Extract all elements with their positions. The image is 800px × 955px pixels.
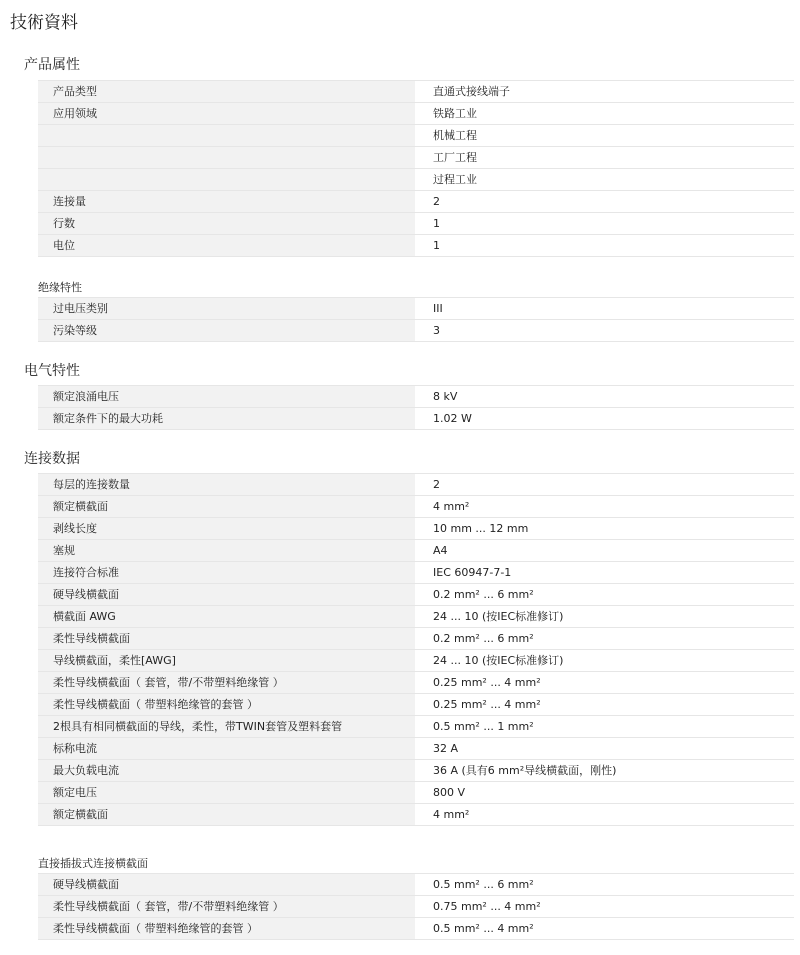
table-row <box>38 234 794 257</box>
table-row <box>38 80 794 102</box>
table-electrical <box>38 385 794 430</box>
row-value: 2 <box>415 191 794 212</box>
row-label: 柔性导线横截面 <box>38 628 415 649</box>
row-label: 产品类型 <box>38 81 415 102</box>
table-row <box>38 561 794 583</box>
table-row <box>38 319 794 342</box>
row-label: 硬导线横截面 <box>38 874 415 895</box>
row-label: 2根具有相同横截面的导线，柔性，带TWIN套管及塑料套管 <box>38 716 415 737</box>
table-row <box>38 473 794 495</box>
row-value: 24 ... 10 (按IEC标准修订) <box>415 606 794 627</box>
row-value: 0.25 mm² ... 4 mm² <box>415 694 794 715</box>
row-label: 额定电压 <box>38 782 415 803</box>
table-row <box>38 895 794 917</box>
table-row <box>38 517 794 539</box>
row-value: 铁路工业 <box>415 103 794 124</box>
page-title: 技術資料 <box>10 13 78 33</box>
table-row <box>38 102 794 124</box>
table-row <box>38 737 794 759</box>
table-row <box>38 715 794 737</box>
row-value: 0.25 mm² ... 4 mm² <box>415 672 794 693</box>
row-value: IEC 60947-7-1 <box>415 562 794 583</box>
row-label: 柔性导线横截面（ 套管，带/不带塑料绝缘管 ） <box>38 672 415 693</box>
section-title-connection: 连接数据 <box>24 451 80 467</box>
table-plugin <box>38 873 794 940</box>
table-row <box>38 212 794 234</box>
table-row <box>38 627 794 649</box>
table-row <box>38 385 794 407</box>
row-label: 行数 <box>38 213 415 234</box>
subsection-title-insulation: 绝缘特性 <box>38 281 82 294</box>
row-label: 连接量 <box>38 191 415 212</box>
table-row <box>38 539 794 561</box>
row-value: 0.5 mm² ... 1 mm² <box>415 716 794 737</box>
row-label: 过电压类别 <box>38 298 415 319</box>
table-connection <box>38 473 794 826</box>
row-label: 柔性导线横截面（ 带塑料绝缘管的套管 ） <box>38 918 415 939</box>
section-title-product: 产品属性 <box>24 57 80 73</box>
row-label: 导线横截面，柔性[AWG] <box>38 650 415 671</box>
table-row <box>38 781 794 803</box>
row-label: 额定横截面 <box>38 804 415 825</box>
row-value: 24 ... 10 (按IEC标准修订) <box>415 650 794 671</box>
table-row <box>38 605 794 627</box>
row-value: 机械工程 <box>415 125 794 146</box>
row-value: 4 mm² <box>415 496 794 517</box>
row-value: 0.5 mm² ... 4 mm² <box>415 918 794 939</box>
row-label: 应用领域 <box>38 103 415 124</box>
row-label: 横截面 AWG <box>38 606 415 627</box>
row-value: 800 V <box>415 782 794 803</box>
row-label: 塞规 <box>38 540 415 561</box>
subsection-title-plugin: 直接插拔式连接横截面 <box>38 857 148 870</box>
row-label <box>38 147 415 168</box>
row-label: 额定浪涌电压 <box>38 386 415 407</box>
table-row <box>38 917 794 940</box>
row-value: 工厂工程 <box>415 147 794 168</box>
row-value: 0.75 mm² ... 4 mm² <box>415 896 794 917</box>
row-value: 32 A <box>415 738 794 759</box>
row-value: A4 <box>415 540 794 561</box>
table-row <box>38 407 794 430</box>
table-product <box>38 80 794 257</box>
row-value: 过程工业 <box>415 169 794 190</box>
table-row <box>38 873 794 895</box>
row-value: 1 <box>415 235 794 256</box>
row-value: 8 kV <box>415 386 794 407</box>
row-label: 标称电流 <box>38 738 415 759</box>
row-label: 柔性导线横截面（ 带塑料绝缘管的套管 ） <box>38 694 415 715</box>
table-row <box>38 297 794 319</box>
row-label: 每层的连接数量 <box>38 474 415 495</box>
table-row <box>38 693 794 715</box>
table-row <box>38 759 794 781</box>
row-value: 0.2 mm² ... 6 mm² <box>415 584 794 605</box>
table-row <box>38 649 794 671</box>
row-label: 硬导线横截面 <box>38 584 415 605</box>
table-row <box>38 671 794 693</box>
table-row <box>38 495 794 517</box>
table-insulation <box>38 297 794 342</box>
row-label: 电位 <box>38 235 415 256</box>
table-row <box>38 146 794 168</box>
row-value: 3 <box>415 320 794 341</box>
row-value: III <box>415 298 794 319</box>
row-label: 额定横截面 <box>38 496 415 517</box>
row-value: 1 <box>415 213 794 234</box>
row-label <box>38 169 415 190</box>
row-label: 额定条件下的最大功耗 <box>38 408 415 429</box>
row-label: 剥线长度 <box>38 518 415 539</box>
table-row <box>38 190 794 212</box>
table-row <box>38 803 794 826</box>
row-value: 36 A (具有6 mm²导线横截面，刚性) <box>415 760 794 781</box>
row-label: 柔性导线横截面（ 套管，带/不带塑料绝缘管 ） <box>38 896 415 917</box>
section-title-electrical: 电气特性 <box>24 363 80 379</box>
table-row <box>38 124 794 146</box>
row-value: 4 mm² <box>415 804 794 825</box>
row-value: 10 mm ... 12 mm <box>415 518 794 539</box>
row-value: 0.2 mm² ... 6 mm² <box>415 628 794 649</box>
row-value: 1.02 W <box>415 408 794 429</box>
table-row <box>38 583 794 605</box>
row-label <box>38 125 415 146</box>
table-row <box>38 168 794 190</box>
row-label: 最大负载电流 <box>38 760 415 781</box>
row-value: 直通式接线端子 <box>415 81 794 102</box>
row-value: 0.5 mm² ... 6 mm² <box>415 874 794 895</box>
row-label: 连接符合标准 <box>38 562 415 583</box>
row-label: 污染等级 <box>38 320 415 341</box>
row-value: 2 <box>415 474 794 495</box>
